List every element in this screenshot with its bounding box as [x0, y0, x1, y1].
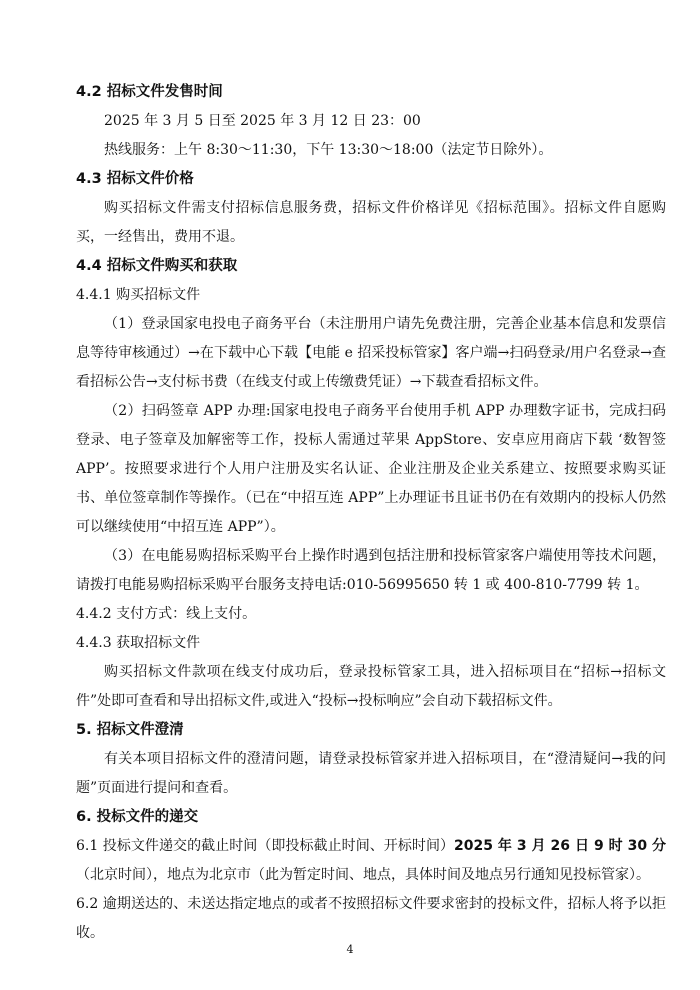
page-number: 4	[346, 943, 354, 956]
section-4-4-3-heading: 4.4.3 获取招标文件	[76, 635, 201, 651]
purchase-step-3: （3）在电能易购招标采购平台上操作时遇到包括注册和投标管家客户端使用等技术问题，请拨打电能易购招标采购平台服务支持电话:010-56995650 转 1 或 400-810-7799 转 1。	[76, 548, 666, 593]
section-4-4-heading: 4.4 招标文件购买和获取	[76, 258, 238, 274]
deadline-text-a: 6.1 投标文件递交的截止时间（即投标截止时间、开标时间）	[76, 838, 455, 854]
document-body	[76, 78, 666, 948]
obtain-documents-paragraph: 购买招标文件款项在线支付成功后，登录投标管家工具，进入招标项目在“招标→招标文件”处即可查看和导出招标文件,或进入“投标→投标响应”会自动下载招标文件。	[76, 664, 666, 709]
section-4-4-2-payment: 4.4.2 支付方式：线上支付。	[76, 606, 257, 622]
section-6-heading: 6. 投标文件的递交	[76, 809, 199, 825]
sale-period-text: 2025 年 3 月 5 日至 2025 年 3 月 12 日 23：00	[104, 113, 421, 129]
purchase-step-1: （1）登录国家电投电子商务平台（未注册用户请先免费注册，完善企业基本信息和发票信息等待审核通过）→在下载中心下载【电能 e 招采投标管家】客户端→扫码登录/用户名登录→查看招标公告→支付标书费（在线支付或上传缴费凭证）→下载查看招标文件。	[76, 316, 666, 390]
price-paragraph: 购买招标文件需支付招标信息服务费，招标文件价格详见《招标范围》。招标文件自愿购买，一经售出，费用不退。	[76, 200, 666, 245]
purchase-step-2: （2）扫码签章 APP 办理:国家电投电子商务平台使用手机 APP 办理数字证书，完成扫码登录、电子签章及加解密等工作，投标人需通过苹果 AppStore、安卓应用商店下载 ‘数智签 APP’。按照要求进行个人用户注册及实名认证、企业注册及企业关系建立、按照要求购买证书、单位签章制作等操作。（已在“中招互连 APP”上办理证书且证书仍在有效期内的投标人仍然可以继续使用“中招互连 APP”）。	[76, 403, 666, 535]
submission-deadline-paragraph	[76, 832, 666, 890]
late-submission-paragraph: 6.2 逾期送达的、未送达指定地点的或者不按照招标文件要求密封的投标文件，招标人将予以拒收。	[76, 896, 666, 941]
deadline-datetime: 2025 年 3 月 26 日 9 时 30 分	[454, 838, 666, 854]
section-4-3-heading: 4.3 招标文件价格	[76, 171, 194, 187]
section-5-heading: 5. 招标文件澄清	[76, 722, 184, 738]
deadline-text-b: （北京时间），地点为北京市（此为暂定时间、地点，具体时间及地点另行通知见投标管家）。	[76, 867, 650, 883]
section-4-4-1-heading: 4.4.1 购买招标文件	[76, 287, 201, 303]
hotline-text: 热线服务：上午 8:30～11:30，下午 13:30～18:00（法定节日除外）。	[104, 142, 553, 158]
section-4-2-heading: 4.2 招标文件发售时间	[76, 84, 223, 100]
clarification-paragraph: 有关本项目招标文件的澄清问题，请登录投标管家并进入招标项目，在“澄清疑问→我的问题”页面进行提问和查看。	[76, 751, 666, 796]
